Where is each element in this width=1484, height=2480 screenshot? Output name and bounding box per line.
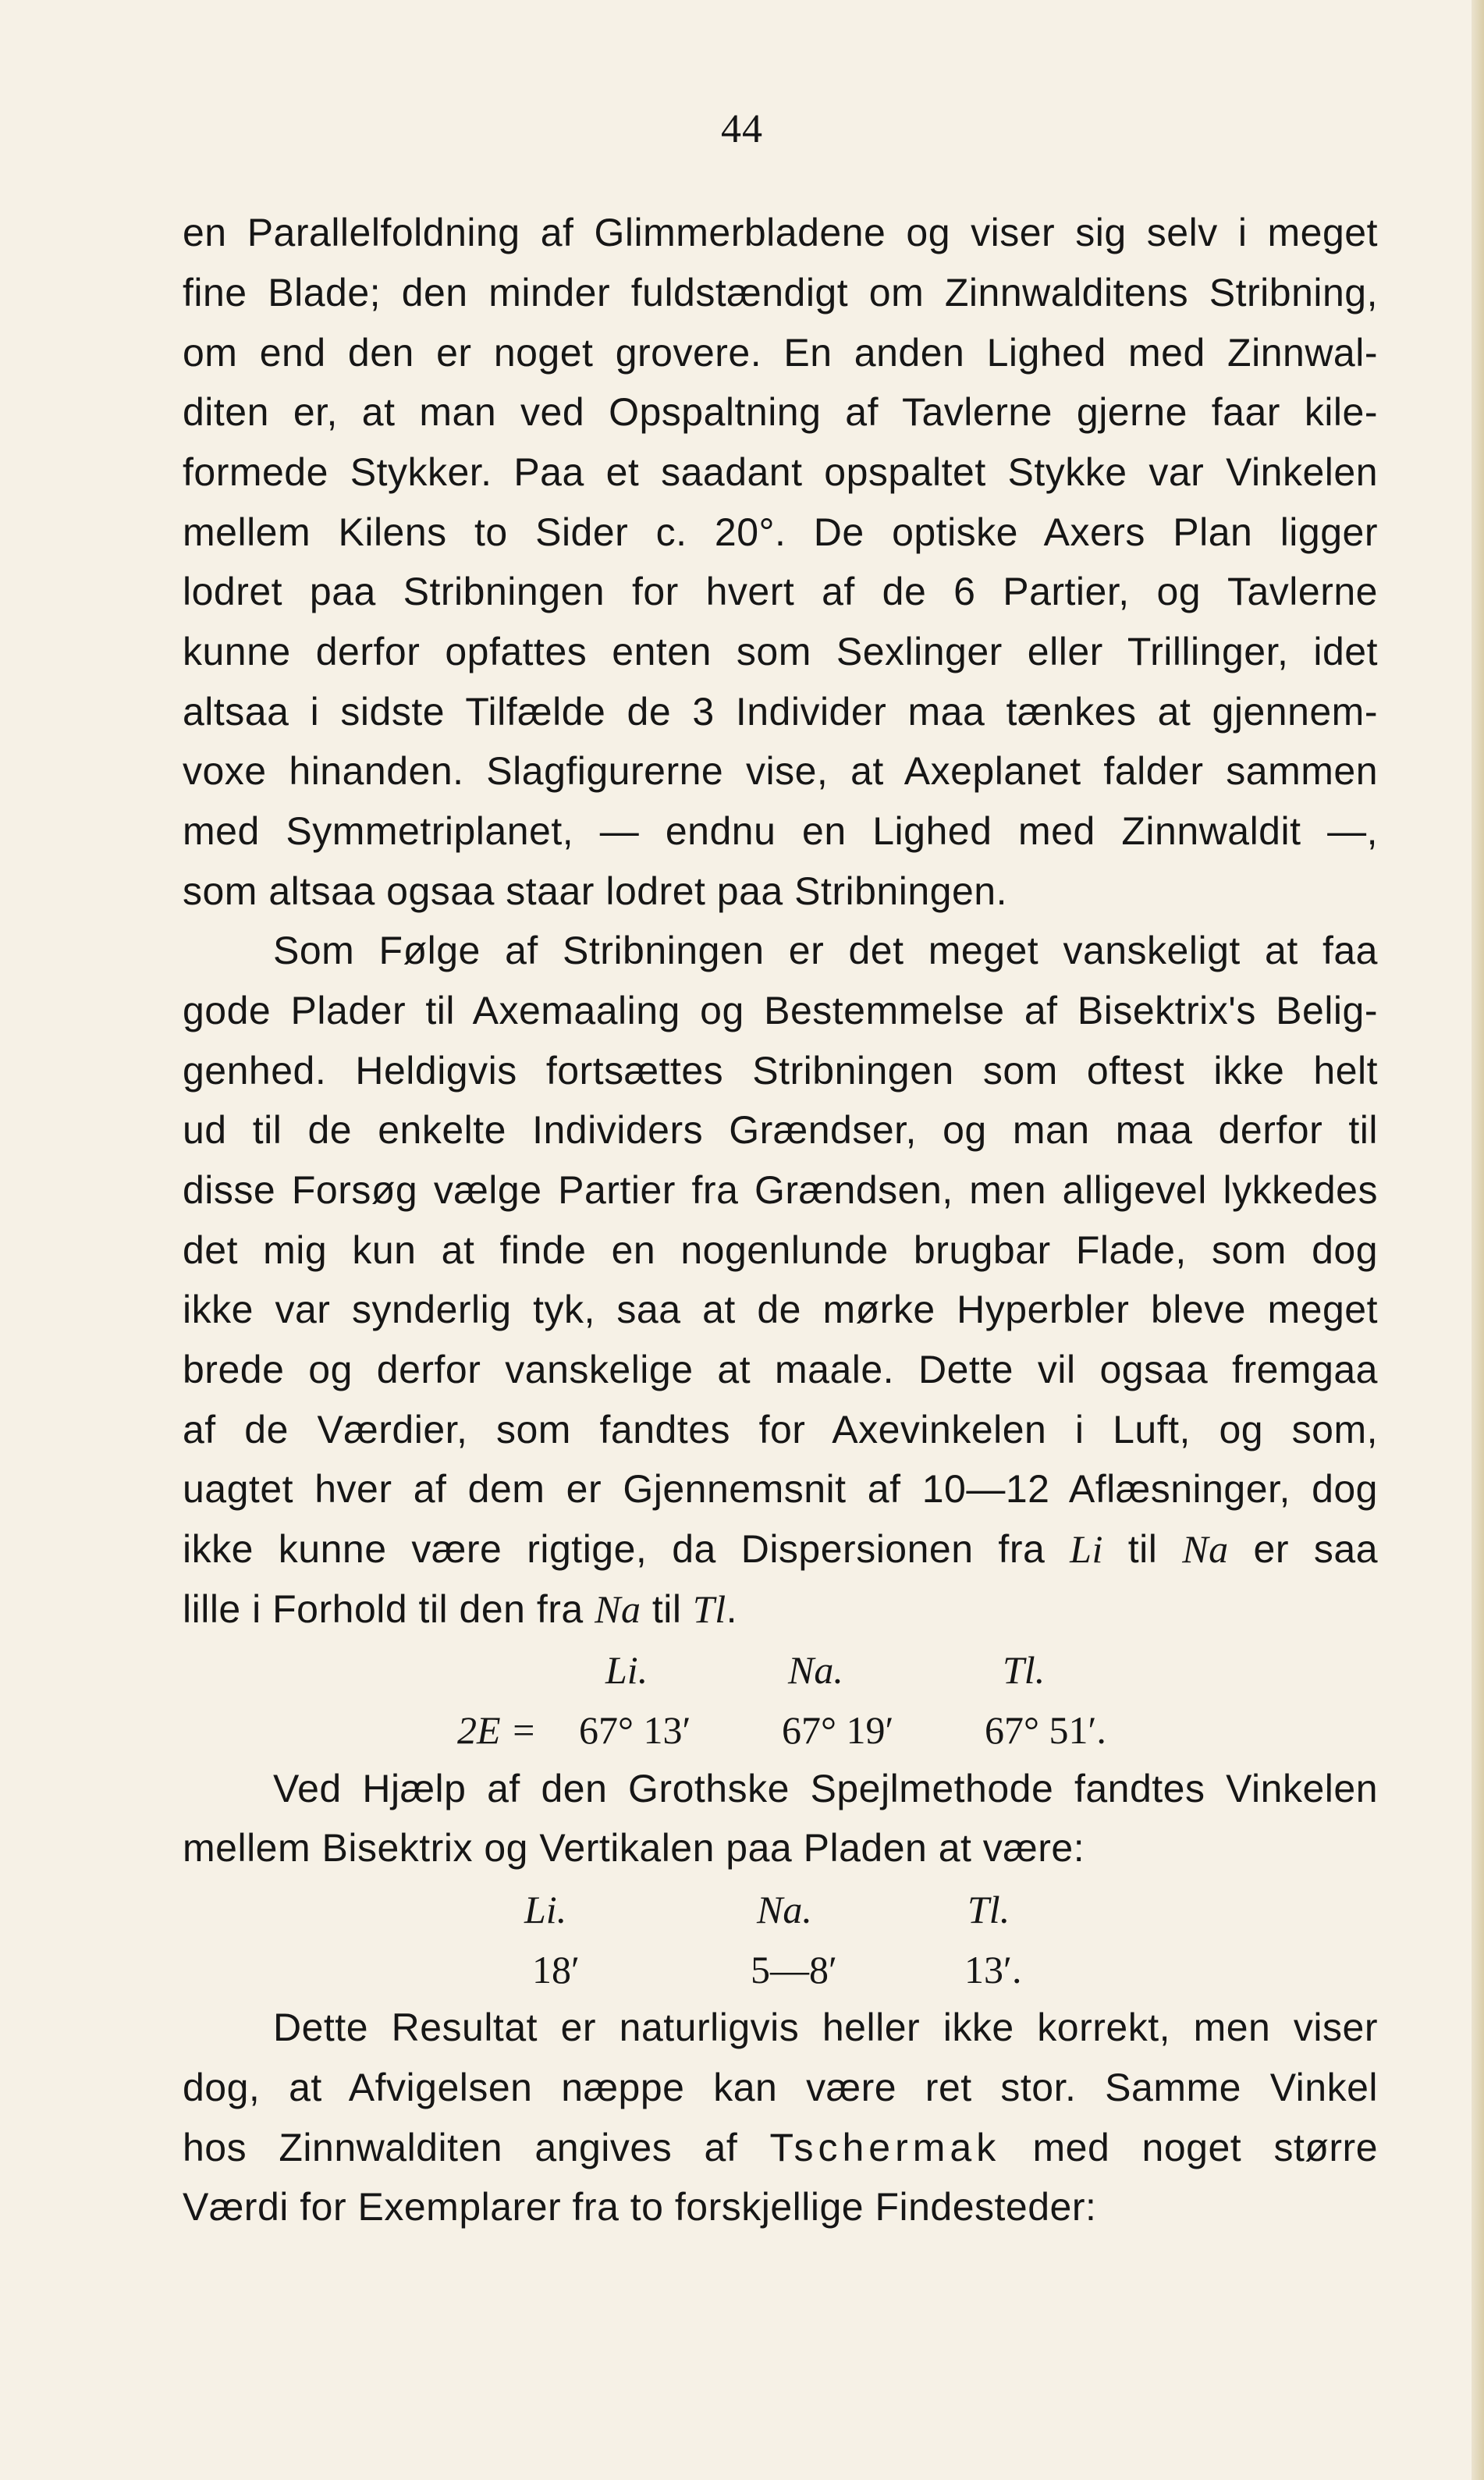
text-line: disse Forsøg vælge Partier fra Grændsen, men alligevel lykkedes [183, 1168, 1378, 1212]
text-line: ud til de enkelte Individers Grændser, og man maa derfor til [183, 1108, 1378, 1152]
table-header-li: Li. [524, 1888, 567, 1931]
text-span: er saa [1228, 1527, 1378, 1571]
text-line: Værdi for Exemplarer fra to forskjellige Findesteder: [183, 2185, 1097, 2229]
symbol-tl: Tl [692, 1587, 726, 1631]
text-line: af de Værdier, som fandtes for Axevinkelen i Luft, og som, [183, 1408, 1378, 1451]
text-span: hos Zinnwalditen angives af [183, 2126, 770, 2169]
table-header-tl: Tl. [967, 1888, 1010, 1931]
text-line: genhed. Heldigvis fortsættes Stribningen som oftest ikke helt [183, 1049, 1378, 1093]
text-line: formede Stykker. Paa et saadant opspaltet Stykke var Vinkelen [183, 450, 1378, 494]
table-header-li: Li. [605, 1648, 648, 1692]
text-span: til [641, 1587, 693, 1631]
text-span: til [1102, 1527, 1183, 1571]
text-line: altsaa i sidste Tilfælde de 3 Individer maa tænkes at gjennem- [183, 690, 1378, 734]
text-line: dog, at Afvigelsen næppe kan være ret stor. Samme Vinkel [183, 2066, 1378, 2109]
table-header-na: Na. [757, 1888, 812, 1931]
table-cell-value: 67° 19′ [782, 1708, 894, 1752]
text-line: lodret paa Stribningen for hvert af de 6 Partier, og Tavlerne [183, 570, 1378, 613]
text-line: fine Blade; den minder fuldstændigt om Zinnwalditens Stribning, [183, 271, 1378, 314]
text-line: ikke var synderlig tyk, saa at de mørke Hyperbler bleve meget [183, 1288, 1378, 1331]
text-span: ikke kunne være rigtige, da Dispersionen fra [183, 1527, 1070, 1571]
page-number: 44 [721, 107, 763, 151]
table-cell-value: 67° 13′ [579, 1708, 691, 1752]
text-line: som altsaa ogsaa staar lodret paa Stribningen. [183, 869, 1007, 913]
text-line-dispersion [183, 1526, 1378, 1572]
text-line: med Symmetriplanet, — endnu en Lighed med Zinnwaldit —, [183, 809, 1378, 853]
text-line-tschermak [183, 2124, 1378, 2171]
table-cell-value: 18′ [532, 1948, 580, 1991]
text-line: en Parallelfoldning af Glimmerbladene og viser sig selv i meget [183, 211, 1378, 254]
text-span: lille i Forhold til den fra [183, 1587, 595, 1631]
text-line: kunne derfor opfattes enten som Sexlinger eller Trillinger, idet [183, 630, 1378, 673]
table-header-na: Na. [788, 1648, 843, 1692]
text-line: Som Følge af Stribningen er det meget vanskeligt at faa [273, 929, 1378, 972]
table-header-tl: Tl. [1003, 1648, 1046, 1692]
text-line: om end den er noget grovere. En anden Lighed med Zinnwal- [183, 331, 1378, 375]
text-line: voxe hinanden. Slagfigurerne vise, at Axeplanet falder sammen [183, 749, 1378, 793]
table-cell-value: 67° 51′. [985, 1708, 1106, 1752]
page-edge-shadow [1472, 0, 1484, 2480]
text-line: uagtet hver af dem er Gjennemsnit af 10—12 Aflæsninger, dog [183, 1467, 1378, 1511]
symbol-na: Na [595, 1587, 641, 1631]
text-line: gode Plader til Axemaaling og Bestemmelse af Bisektrix's Belig- [183, 989, 1378, 1032]
table-cell-value: 13′. [964, 1948, 1022, 1991]
text-line: Ved Hjælp af den Grothske Spejlmethode fandtes Vinkelen [273, 1767, 1378, 1810]
text-span: . [726, 1587, 737, 1631]
text-line: mellem Kilens to Sider c. 20°. De optiske Axers Plan ligger [183, 510, 1378, 554]
text-line: mellem Bisektrix og Vertikalen paa Pladen at være: [183, 1826, 1085, 1870]
text-line: brede og derfor vanskelige at maale. Dette vil ogsaa fremgaa [183, 1348, 1378, 1391]
author-name: Tschermak [769, 2126, 1001, 2169]
symbol-na: Na [1182, 1527, 1229, 1571]
table-row-label: 2E = [457, 1708, 537, 1752]
text-line: diten er, at man ved Opspaltning af Tavlerne gjerne faar kile- [183, 390, 1378, 434]
text-line: det mig kun at finde en nogenlunde brugbar Flade, som dog [183, 1228, 1378, 1272]
text-line-forhold [183, 1586, 1378, 1633]
symbol-li: Li [1070, 1527, 1103, 1571]
table-cell-value: 5—8′ [751, 1948, 837, 1991]
text-span: med noget større [1000, 2126, 1379, 2169]
text-line: Dette Resultat er naturligvis heller ikke korrekt, men viser [273, 2006, 1378, 2049]
